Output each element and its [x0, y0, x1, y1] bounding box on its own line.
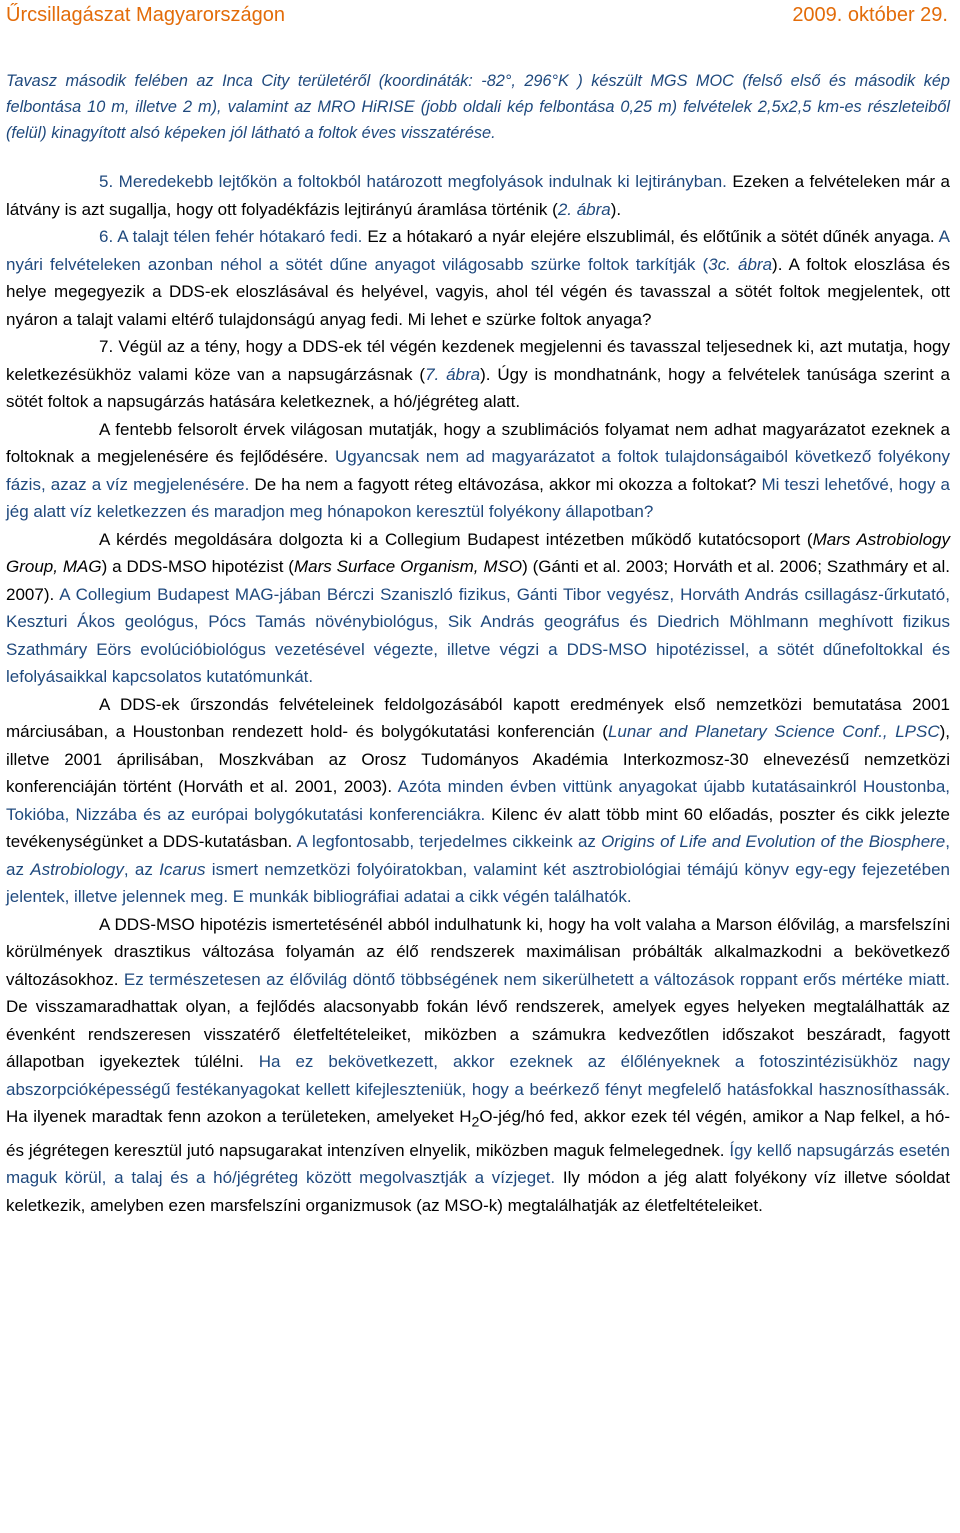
para-10-e: A legfontosabb, terjedelmes cikkeink az — [292, 832, 602, 851]
figure-ref-7: 7. ábra — [425, 364, 481, 384]
para-9-b: ) a DDS-MSO hipotézist ( — [101, 557, 294, 576]
para-11-e: Ha ilyenek maradtak fenn azokon a területeken, amelyeket H — [6, 1107, 472, 1126]
point-6-lead: 6. A talajt télen fehér hótakaró fedi. — [99, 227, 363, 246]
point-5-end: ). — [610, 199, 622, 219]
para-9-c: ) (Gánti et al. 2003; Horváth et al. 2006; Szathmáry et al. 2007). — [6, 557, 950, 604]
para-11-f: O-jég/hó fed, akkor ezek tél végén, amikor a Nap felkel, a hó- és jégrétegen keresztül jutó napsugarakat intenzíven elnyelik, miközben maguk felmelegednek. — [6, 1107, 950, 1160]
journal-astrobiology: Astrobiology — [30, 859, 124, 879]
paragraph-point-7 — [6, 333, 950, 416]
para-10-g: , az — [123, 859, 160, 879]
journal-origins: Origins of Life and Evolution of the Biosphere — [601, 832, 946, 851]
point-5-lead: 5. Meredekebb lejtőkön a foltokból határozott megfolyások indulnak ki lejtirányban. — [99, 172, 727, 191]
para-11-a: A DDS-MSO hipotézis ismertetésénél abból indulhatunk ki, hogy ha volt valaha a Marson élővilág, a marsfelszíni körülmények drasztikus változása folyamán az élő rendszerek maximálisan próbálták alkalmazkodni a bekövetkező változásokhoz. — [6, 914, 950, 989]
para-11-g: Így kellő napsugárzás esetén maguk körül, a talaj és a hó/jégréteg között megolvasztják a vízjeget. — [6, 1140, 950, 1188]
point-6-text-d: Mi lehet e szürke foltok anyaga? — [402, 309, 652, 329]
header-publication-title: Űrcsillagászat Magyarországon — [6, 4, 286, 26]
article-body — [6, 168, 954, 1219]
para-10-h: ismert nemzetközi folyóiratokban, valamint két asztrobiológiai témájú könyv egy-egy fejezetében jelentek, illetve jelennek meg. E munkák bibliográfiai adatai a cikk végén találhatók. — [6, 859, 950, 906]
paragraph-presentations — [6, 691, 950, 911]
paragraph-point-6 — [6, 223, 950, 333]
paragraph-hypothesis — [6, 911, 950, 1220]
para-10-b: ), illetve 2001 áprilisában, Moszkvában az Orosz Tudományos Akadémia Interkozmosz-30 elnevezésű nemzetközi konferenciáján történt (Horváth et al. 2001, 2003). — [6, 722, 950, 796]
h2o-subscript: 2 — [471, 1114, 480, 1131]
para-9-a: A kérdés megoldására dolgozta ki a Collegium Budapest intézetben működő kutatócsoport ( — [99, 529, 813, 549]
para-8-b: Ugyancsak nem ad magyarázatot a foltok tulajdonságaiból következő folyékony fázis, azaz a víz megjelenésére. — [6, 447, 951, 494]
mso-name: Mars Surface Organism, MSO — [293, 557, 523, 576]
figure-ref-2: 2. ábra — [557, 199, 611, 219]
para-10-d: Kilenc év alatt több mint 60 előadás, poszter és cikk jelezte tevékenységünket a DDS-kutatásban. — [6, 804, 950, 851]
point-7-text: ). Úgy is mondhatnánk, hogy a felvételek tanúsága szerint a sötét foltok a napsugárzás hatására keletkeznek, a hó/jégréteg alatt. — [6, 364, 950, 411]
point-7-lead: 7. Végül az a tény, hogy a DDS-ek tél végén kezdenek megjelenni és tavasszal teljesednek ki, azt mutatja, hogy keletkezésükhöz valami köze van a napsugárzásnak ( — [6, 337, 950, 384]
point-6-text-b: A nyári felvételeken azonban néhol a sötét dűne anyagot világosabb szürke foltok tarkítják ( — [6, 227, 950, 274]
para-11-b: Ez természetesen az élővilág döntő többségének nem sikerülhetett a változások roppant erős mértéke miatt. — [118, 969, 950, 989]
para-10-f: , az — [6, 832, 950, 879]
page-header — [6, 0, 954, 30]
para-8-a: A fentebb felsorolt érvek világosan mutatják, hogy a szublimációs folyamat nem adhat magyarázatot ezeknek a foltoknak a megjelenésére és fejlődésére. — [6, 419, 950, 466]
mag-name: Mars Astrobiology Group, MAG — [6, 529, 950, 576]
journal-icarus: Icarus — [159, 859, 206, 879]
figure-ref-3c: 3c. ábra — [708, 254, 773, 274]
para-11-d: Ha ez bekövetkezett, akkor ezeknek az élőlényeknek a fotoszintézisükhöz nagy abszorpcióképességű festékanyagokat kellett kifejleszteniük, hogy a beérkező fényt megfelelő hatásfokkal hasznosíthassák. — [6, 1052, 950, 1099]
para-8-c: De ha nem a fagyott réteg eltávozása, akkor mi okozza a foltokat? — [249, 474, 757, 494]
header-date: 2009. október 29. — [792, 4, 948, 26]
paragraph-research-group — [6, 526, 950, 691]
point-6-text-a: Ez a hótakaró a nyár elejére elszublimál, és előtűnik a sötét dűnék anyaga. — [362, 227, 935, 246]
para-10-a: A DDS-ek űrszondás felvételeinek feldolgozásából kapott eredmények első nemzetközi bemutatása 2001 márciusában, a Houstonban rendezett hold- és bolygókutatási konferencián ( — [6, 694, 950, 741]
para-9-d: A Collegium Budapest MAG-jában Bérczi Szaniszló fizikus, Gánti Tibor vegyész, Horváth András csillagász-űrkutató, Keszturi Ákos geológus, Pócs Tamás növénybiológus, Sik András geográfus és Diedrich Möhlmann meghívott fizikus Szathmáry Eörs evolúcióbiológus vezetésével végezte, illetve végzi a DDS-MSO hipotézissel, a sötét dűnefoltokkal és lefolyásaikkal kapcsolatos kutatómunkát. — [6, 584, 950, 686]
figure-caption: Tavasz második felében az Inca City területéről (koordináták: -82°, 296°K ) készült MGS MOC (felső első és második kép felbontása 10 m, illetve 2 m), valamint az MRO HiRISE (jobb oldali kép felbontása 0,25 m) felvételek 2,5x2,5 km-es részleteiből (felül) kinagyított alsó képeken jól látható a foltok éves visszatérése. — [6, 72, 950, 142]
paragraph-point-5 — [6, 168, 950, 223]
paragraph-arguments — [6, 416, 950, 526]
para-10-c: Azóta minden évben vittünk anyagokat újabb kutatásainkról Houstonba, Tokióba, Nizzába és az európai bolygókutatási konferenciákra. — [6, 777, 950, 824]
point-5-text: Ezeken a felvételeken már a látvány is azt sugallja, hogy ott folyadékfázis lejtirányú áramlása történik ( — [6, 172, 950, 219]
para-8-d: Mi teszi lehetővé, hogy a jég alatt víz keletkezzen és maradjon meg hónapokon keresztül folyékony állapotban? — [6, 474, 950, 521]
lpsc-name: Lunar and Planetary Science Conf., LPSC — [607, 722, 940, 741]
point-6-text-c: ). A foltok eloszlása és helye megegyezik a DDS-ek eloszlásával és helyével, vagyis, ahol tél végén és tavasszal a sötét foltok megjelentek, ott nyáron a talajt valami eltérő tulajdonságú anyag fedi. — [6, 254, 950, 329]
para-11-c: De visszamaradhattak olyan, a fejlődés alacsonyabb fokán lévő rendszerek, amelyek egyes helyeken megtalálhatták az évenként rendszeresen visszatérő életfeltételeiket, miközben a számukra kedvezőtlen időszakot beszáradt, fagyott állapotban igyekeztek túlélni. — [6, 997, 950, 1071]
para-11-h: Ily módon a jég alatt folyékony víz illetve sóoldat keletkezik, amelyben ezen marsfelszíni organizmusok (az MSO-k) megtalálhatják az életfeltételeiket. — [6, 1168, 950, 1215]
